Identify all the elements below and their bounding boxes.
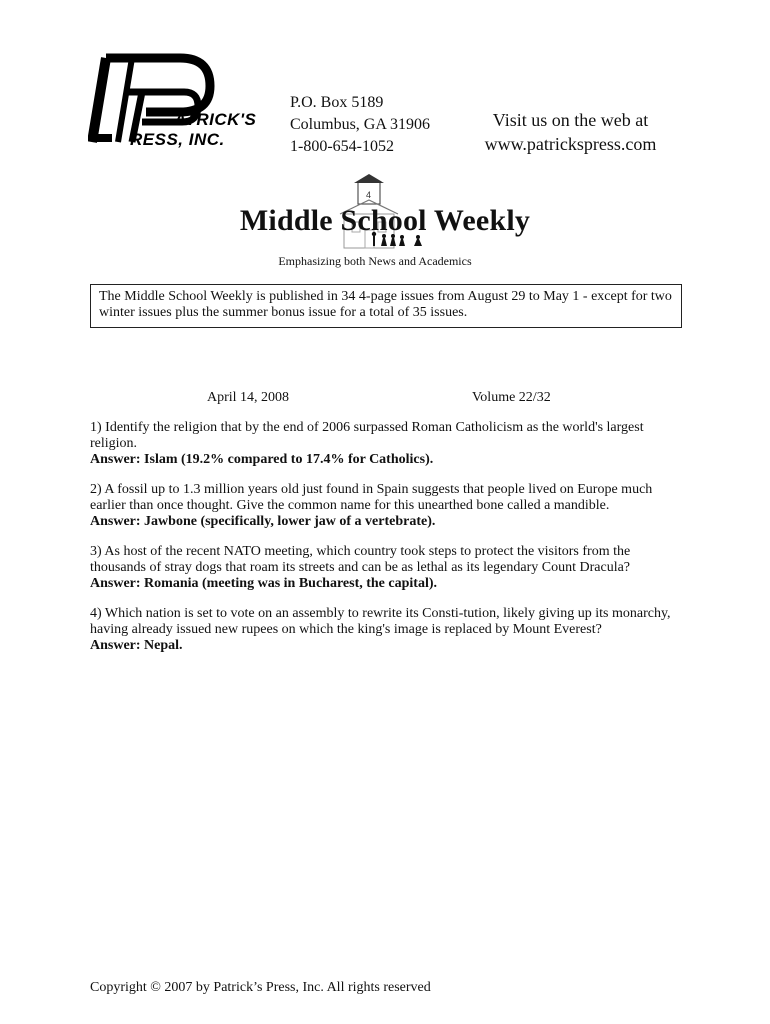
publication-tagline: Emphasizing both News and Academics: [278, 254, 472, 268]
answer-text: Answer: Romania (meeting was in Bucharest, the capital).: [90, 576, 437, 591]
question-text: 4) Which nation is set to vote on an assembly to rewrite its Consti-tution, likely giving up its monarchy, having already issued new rupees on which the king's image is replaced by Mount Everest?: [90, 606, 671, 637]
logo-line-2: RESS, INC.: [130, 130, 225, 149]
copyright-notice: Copyright © 2007 by Patrick’s Press, Inc. All rights reserved: [90, 980, 431, 995]
website-intro: Visit us on the web at: [492, 110, 649, 130]
svg-text:4: 4: [366, 190, 372, 200]
answer-text: Answer: Islam (19.2% compared to 17.4% for Catholics).: [90, 452, 434, 467]
city-state-zip: Columbus, GA 31906: [290, 116, 431, 133]
question-text: 2) A fossil up to 1.3 million years old just found in Spain suggests that people lived on Europe much earlier than once thought. Give the common name for this unearthed bone called a mandible.: [90, 482, 653, 513]
issue-date: April 14, 2008: [207, 390, 290, 405]
website-block: [478, 108, 663, 156]
answer-text: Answer: Jawbone (specifically, lower jaw of a vertebrate).: [90, 514, 436, 529]
website-url: www.patrickspress.com: [484, 134, 657, 154]
po-box: P.O. Box 5189: [290, 94, 384, 111]
publisher-logo: [88, 50, 273, 150]
publication-title: Middle School Weekly: [239, 204, 531, 237]
issue-volume: Volume 22/32: [472, 390, 551, 405]
question-item: [90, 420, 682, 468]
question-item: [90, 606, 682, 654]
question-item: [90, 544, 682, 592]
logo-line-1: ATRICK'S: [174, 110, 257, 129]
question-text: 1) Identify the religion that by the end of 2006 surpassed Roman Catholicism as the world's largest religion.: [90, 420, 644, 451]
phone-number: 1-800-654-1052: [290, 138, 394, 155]
question-list: [90, 420, 682, 668]
publication-info-box: The Middle School Weekly is published in 34 4-page issues from August 29 to May 1 - except for two winter issues plus the summer bonus issue for a total of 35 issues.: [90, 284, 682, 328]
answer-text: Answer: Nepal.: [90, 638, 183, 653]
question-text: 3) As host of the recent NATO meeting, which country took steps to protect the visitors from the thousands of stray dogs that roam its streets and can be as lethal as its legendary Count Dracula?: [90, 544, 631, 575]
contact-address: [290, 92, 430, 158]
question-item: [90, 482, 682, 530]
